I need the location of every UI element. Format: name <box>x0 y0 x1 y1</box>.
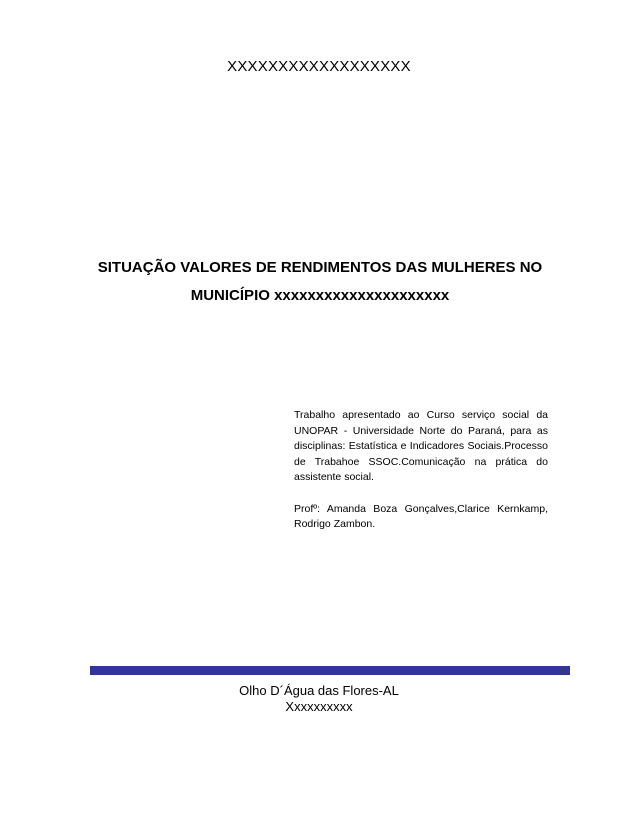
document-title <box>60 254 580 310</box>
footer <box>0 683 638 715</box>
institution-placeholder: XXXXXXXXXXXXXXXXXX <box>227 58 411 75</box>
work-description: Trabalho apresentado ao Curso serviço social da UNOPAR - Universidade Norte do Paraná, para as disciplinas: Estatística e Indicadores Sociais.Processo de Trabahoe SSOC.Comunicação na prática do assistente social. <box>294 409 548 483</box>
document-title-line-2: MUNICÍPIO xxxxxxxxxxxxxxxxxxxxx <box>190 287 450 304</box>
footer-city: Olho D´Água das Flores-AL <box>239 683 399 698</box>
work-description-block <box>294 408 548 533</box>
footer-divider-bar <box>90 666 570 675</box>
footer-year: Xxxxxxxxxx <box>285 699 353 714</box>
professors-credit: Profº: Amanda Boza Gonçalves,Clarice Kernkamp, Rodrigo Zambon. <box>294 502 548 530</box>
document-title-line-1: SITUAÇÃO VALORES DE RENDIMENTOS DAS MULHERES NO <box>97 259 543 276</box>
